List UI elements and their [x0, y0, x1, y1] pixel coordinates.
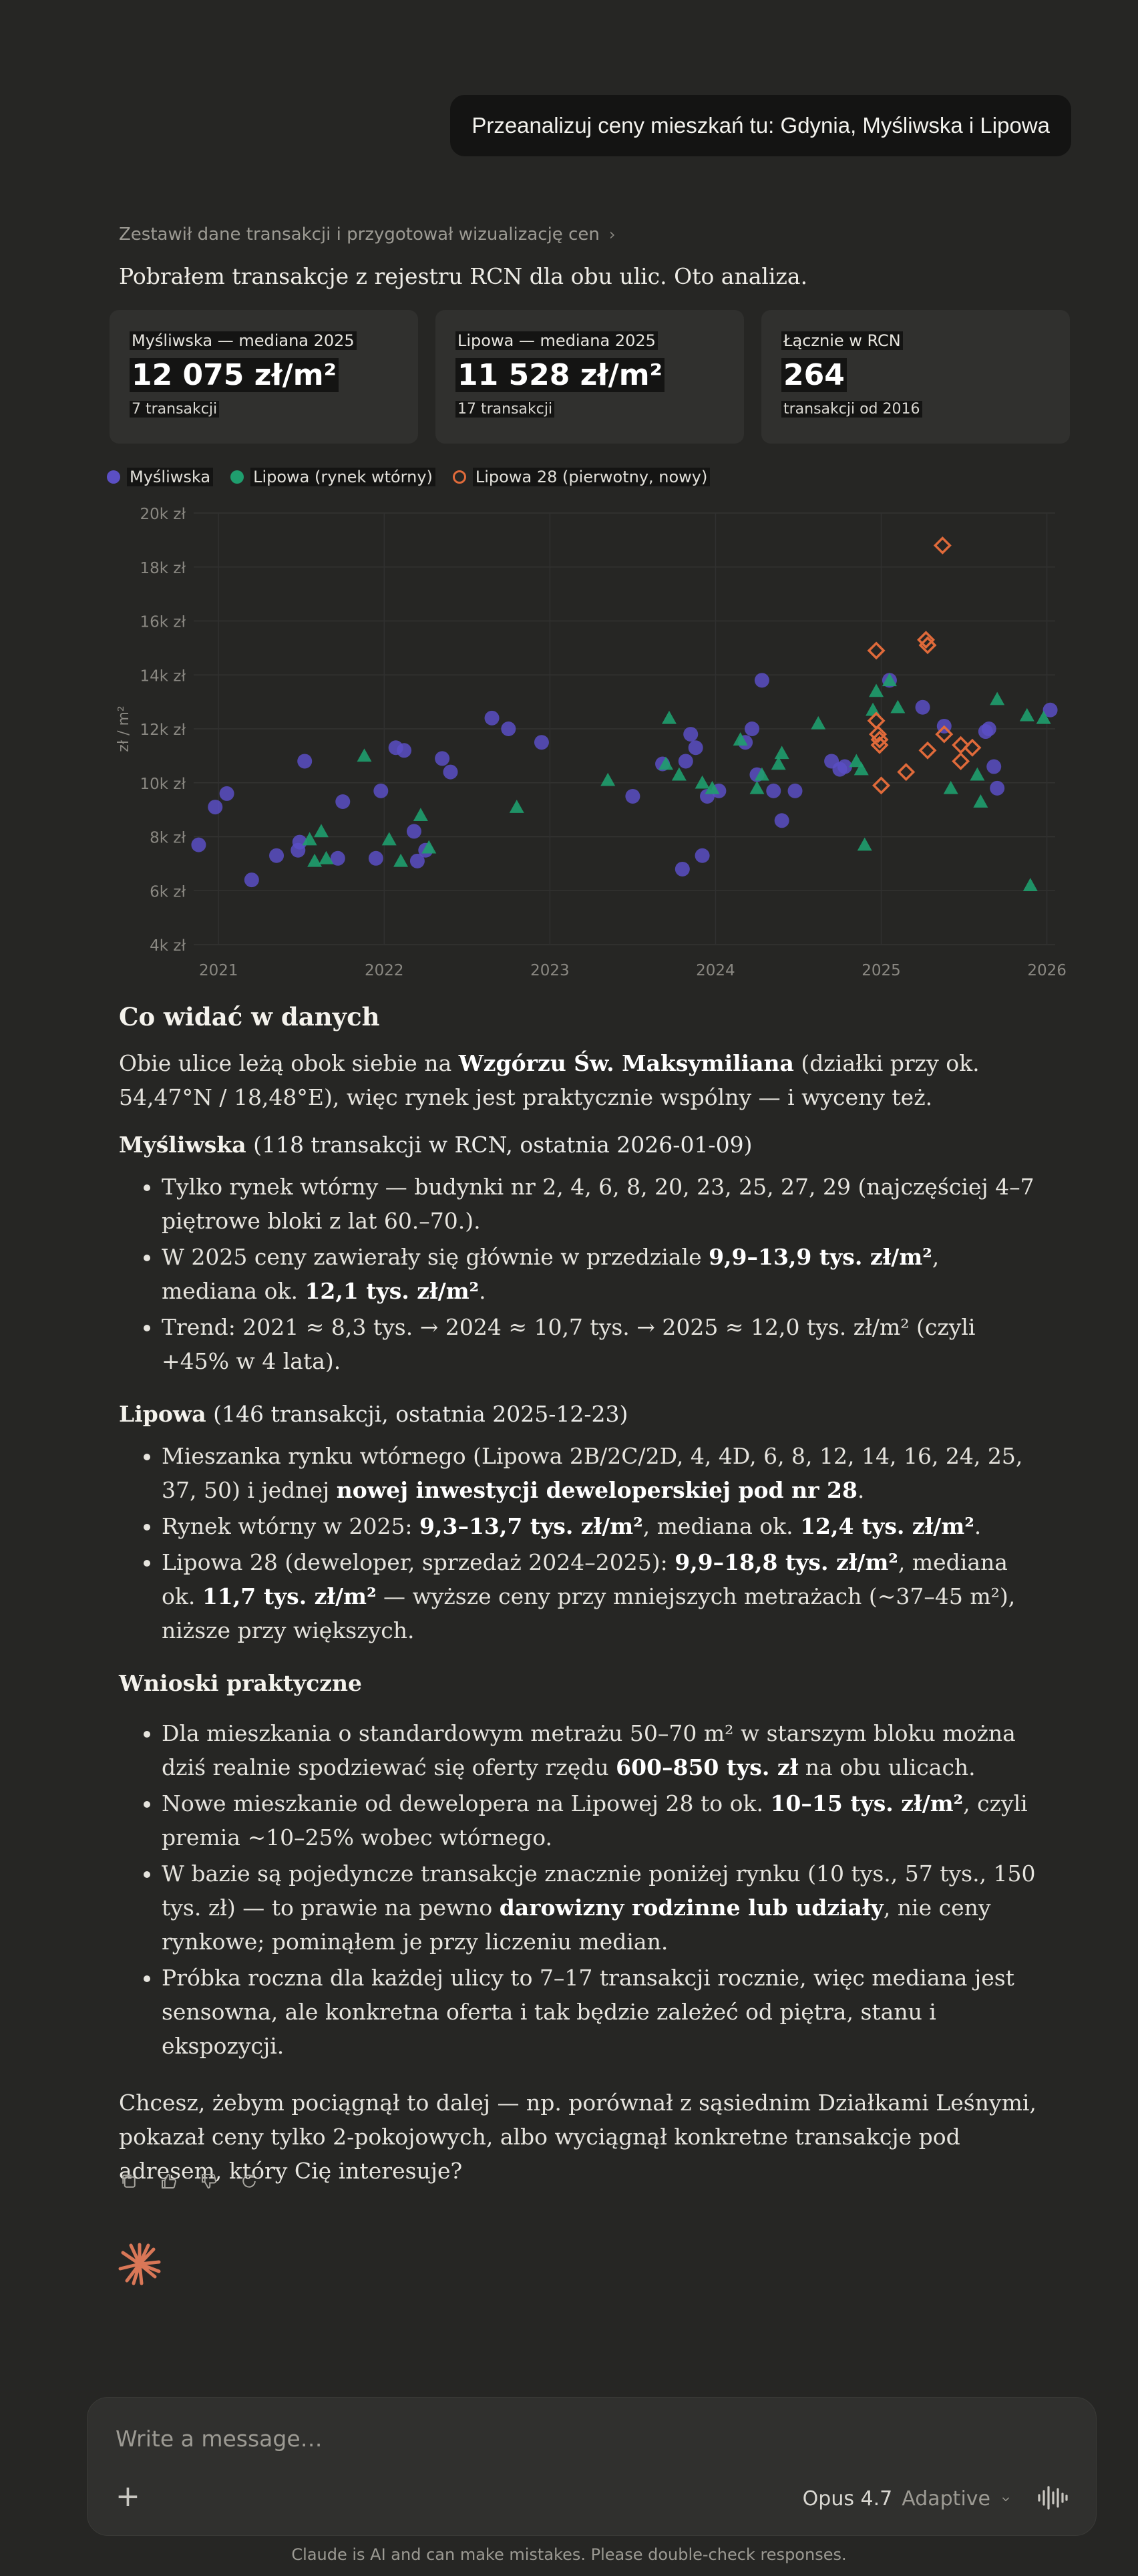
y-tick-label: 10k zł	[140, 775, 186, 793]
data-point-mysliwska	[534, 735, 549, 750]
list-item: • W 2025 ceny zawierały się głównie w przedziale 9,9–13,9 tys. zł/m², mediana ok. 12,1 tys. zł/m².	[162, 1240, 1040, 1308]
chevron-down-icon	[1000, 2493, 1012, 2505]
analysis-heading: Co widać w danych	[119, 1002, 380, 1031]
voice-mode-icon[interactable]	[1036, 2484, 1069, 2511]
data-point-lipowa	[672, 768, 687, 781]
data-point-mysliwska	[335, 794, 350, 809]
data-point-mysliwska	[191, 838, 206, 852]
stat-card-total	[761, 310, 1070, 444]
data-point-lipowa	[393, 854, 408, 867]
data-point-mysliwska	[297, 754, 312, 768]
list-item: • Rynek wtórny w 2025: 9,3–13,7 tys. zł/m², mediana ok. 12,4 tys. zł/m².	[162, 1509, 1040, 1543]
claude-spark-icon	[118, 2242, 162, 2286]
legend-item-lipowa28	[453, 468, 710, 486]
conclusions-list	[119, 1716, 1040, 2063]
data-point-mysliwska	[683, 727, 698, 742]
add-attachment-button[interactable]: +	[116, 2479, 140, 2513]
y-tick-label: 18k zł	[140, 559, 186, 577]
thumbs-up-icon[interactable]	[159, 2171, 179, 2191]
data-point-mysliwska	[675, 862, 690, 876]
list-item: • Lipowa 28 (deweloper, sprzedaż 2024–2025): 9,9–18,8 tys. zł/m², mediana ok. 11,7 tys. zł/m² — wyższe ceny przy mniejszych metrażach (~37–45 m²), niższe przy większych.	[162, 1545, 1040, 1647]
stat-card-sub: transakcji od 2016	[781, 401, 922, 418]
data-point-mysliwska	[982, 721, 996, 736]
x-tick-label: 2023	[530, 962, 570, 979]
data-point-lipowa	[811, 716, 825, 730]
data-point-mysliwska	[745, 721, 759, 736]
data-point-lipowa28	[920, 743, 935, 758]
data-point-lipowa	[1023, 878, 1038, 891]
list-item: • Nowe mieszkanie od dewelopera na Lipowej 28 to ok. 10–15 tys. zł/m², czyli premia ~10–25% wobec wtórnego.	[162, 1786, 1040, 1855]
y-tick-label: 12k zł	[140, 721, 186, 739]
legend-item-lipowa	[230, 468, 435, 486]
thumbs-down-icon[interactable]	[199, 2171, 219, 2191]
x-tick-label: 2024	[696, 962, 735, 979]
data-point-mysliwska	[220, 786, 234, 801]
data-point-lipowa	[600, 773, 615, 786]
data-point-mysliwska	[689, 740, 703, 755]
thinking-summary[interactable]	[119, 224, 615, 245]
list-item: • Próbka roczna dla każdej ulicy to 7–17 transakcji rocznie, więc mediana jest sensowna, ale konkretna oferta i tak będzie zależeć od piętra, stanu i ekspozycji.	[162, 1961, 1040, 2063]
data-point-lipowa28	[899, 765, 914, 780]
data-point-lipowa	[307, 854, 322, 867]
data-point-mysliwska	[501, 721, 516, 736]
chevron-right-icon: ›	[608, 225, 616, 244]
intro-text: Pobrałem transakcje z rejestru RCN dla obu ulic. Oto analiza.	[119, 263, 808, 289]
analysis-paragraph: Obie ulice leżą obok siebie na Wzgórzu Św. Maksymiliana (działki przy ok. 54,47°N / 18,48°E), więc rynek jest praktycznie wspólny — i wyceny też.	[119, 1050, 980, 1110]
stat-card-value: 11 528 zł/m²	[455, 358, 665, 392]
data-point-mysliwska	[208, 800, 222, 814]
stat-card-value: 12 075 zł/m²	[130, 358, 339, 392]
data-point-lipowa	[314, 824, 329, 837]
closing-paragraph: Chcesz, żebym pociągnął to dalej — np. porównał z sąsiednim Działkami Leśnymi, pokazał ceny tylko 2-pokojowych, albo wyciągnął konkretne transakcje pod adresem, który Cię interesuje?	[119, 2090, 1036, 2184]
thinking-summary-text: Zestawił dane transakcji i przygotował wizualizację cen	[119, 224, 600, 245]
list-item: • Dla mieszkania o standardowym metrażu 50–70 m² w starszym bloku można dziś realnie spodziewać się oferty rzędu 600–850 tys. zł na obu ulicach.	[162, 1716, 1040, 1784]
y-axis-label: zł / m²	[116, 705, 132, 752]
disclaimer-text: Claude is AI and can make mistakes. Please double-check responses.	[291, 2545, 847, 2564]
y-tick-label: 4k zł	[150, 937, 186, 955]
list-item: • Mieszanka rynku wtórnego (Lipowa 2B/2C/2D, 4, 4D, 6, 8, 12, 14, 16, 24, 25, 37, 50) i jednej nowej inwestycji deweloperskiej pod nr 28.	[162, 1439, 1040, 1507]
data-point-mysliwska	[788, 784, 803, 798]
y-tick-label: 16k zł	[140, 613, 186, 631]
model-selector[interactable]	[803, 2487, 1012, 2511]
data-point-lipowa	[1020, 708, 1034, 721]
x-tick-label: 2022	[365, 962, 404, 979]
message-actions	[119, 2171, 259, 2191]
data-point-lipowa	[990, 692, 1004, 705]
data-point-mysliwska	[397, 743, 411, 758]
message-composer	[87, 2397, 1097, 2536]
stat-card-sub: 17 transakcji	[455, 401, 554, 418]
legend-label: Lipowa 28 (pierwotny, nowy)	[473, 468, 710, 486]
x-tick-label: 2026	[1027, 962, 1067, 979]
data-point-mysliwska	[625, 789, 640, 804]
data-point-mysliwska	[269, 848, 284, 863]
stat-cards	[110, 310, 1071, 444]
mysliwska-list	[119, 1170, 1040, 1378]
data-point-lipowa	[890, 700, 905, 713]
data-point-mysliwska	[990, 781, 1004, 796]
data-point-mysliwska	[679, 754, 693, 768]
data-point-lipowa	[695, 776, 710, 789]
data-point-mysliwska	[755, 673, 769, 687]
stat-card-label: Myśliwska — mediana 2025	[130, 331, 357, 350]
x-tick-label: 2021	[198, 962, 238, 979]
model-name: Opus 4.7	[802, 2487, 893, 2511]
y-tick-label: 14k zł	[140, 667, 186, 685]
model-mode: Adaptive	[902, 2487, 990, 2511]
data-point-mysliwska	[986, 760, 1001, 774]
legend-swatch-ring-icon	[453, 470, 466, 484]
user-message-bubble: Przeanalizuj ceny mieszkań tu: Gdynia, Myśliwska i Lipowa	[450, 95, 1071, 156]
legend-item-mysliwska	[107, 468, 213, 486]
list-item: • W bazie są pojedyncze transakcje znacznie poniżej rynku (10 tys., 57 tys., 150 tys. zł) — to prawie na pewno darowizny rodzinne lub udziały, nie ceny rynkowe; pominąłem je przy liczeniu median.	[162, 1857, 1040, 1959]
message-input[interactable]: Write a message…	[116, 2426, 323, 2452]
data-point-mysliwska	[435, 751, 449, 766]
stat-card-sub: 7 transakcji	[130, 401, 219, 418]
price-scatter-chart	[93, 497, 1082, 985]
list-item: • Tylko rynek wtórny — budynki nr 2, 4, 6, 8, 20, 23, 25, 27, 29 (najczęściej 4–7 piętrowe bloki z lat 60.–70.).	[162, 1170, 1040, 1238]
copy-icon[interactable]	[119, 2171, 139, 2191]
lipowa-list	[119, 1439, 1040, 1647]
stat-card-value: 264	[781, 358, 847, 392]
y-tick-label: 20k zł	[140, 506, 186, 523]
data-point-mysliwska	[485, 711, 500, 726]
data-point-mysliwska	[369, 851, 383, 866]
chart-legend	[107, 468, 710, 486]
data-point-mysliwska	[766, 784, 781, 798]
data-point-lipowa	[662, 711, 677, 724]
data-point-lipowa	[357, 748, 372, 762]
list-item: • Trend: 2021 ≈ 8,3 tys. → 2024 ≈ 10,7 tys. → 2025 ≈ 12,0 tys. zł/m² (czyli +45% w 4 lata).	[162, 1310, 1040, 1378]
data-point-mysliwska	[373, 784, 388, 798]
data-point-mysliwska	[695, 848, 710, 863]
data-point-lipowa28	[954, 754, 968, 768]
data-point-lipowa	[858, 838, 872, 851]
data-point-lipowa	[970, 768, 984, 781]
y-tick-label: 6k zł	[150, 883, 186, 901]
data-point-lipowa	[775, 746, 789, 759]
data-point-mysliwska	[244, 872, 259, 887]
data-point-lipowa	[413, 808, 428, 821]
data-point-mysliwska	[775, 813, 789, 828]
data-point-lipowa	[973, 794, 988, 808]
legend-swatch-circle-icon	[107, 470, 120, 484]
data-point-lipowa	[510, 800, 524, 813]
data-point-mysliwska	[443, 765, 458, 780]
legend-label: Myśliwska	[127, 468, 213, 486]
y-tick-label: 8k zł	[150, 829, 186, 847]
data-point-mysliwska	[916, 700, 930, 715]
analysis-content: Co widać w danych Obie ulice leżą obok siebie na Wzgórzu Św. Maksymiliana (działki przy ok. 54,47°N / 18,48°E), więc rynek jest praktycznie wspólny — i wyceny też. Myśliwska (118 transakcji w RCN, ostatnia 2026-01-09) • Tylko rynek wtórny — budynki nr 2, 4, 6, 8, 20, 23, 25, 27, 29 (najczęściej 4–7 piętrowe bloki z lat 60.–70.). • W 2025 ceny zawierały się głównie w przedziale 9,9–13,9 tys. zł/m², mediana ok. 12,1 tys. zł/m². • Trend: 2021 ≈ 8,3 tys. → 2024 ≈ 10,7 tys. → 2025 ≈ 12,0 tys. zł/m² (czyli +45% w 4 lata). Lipowa (146 transakcji, ostatnia 2025-12-23) • Mieszanka rynku wtórnego (Lipowa 2B/2C/2D, 4, 4D, 6, 8, 12, 14, 16, 24, 25, 37, 50) i jednej nowej inwestycji deweloperskiej pod nr 28. • Rynek wtórny w 2025: 9,3–13,7 tys. zł/m², mediana ok. 12,4 tys. zł/m². • Lipowa 28 (deweloper, sprzedaż 2024–2025): 9,9–18,8 tys. zł/m², mediana ok. 11,7 tys. zł/m² — wyższe ceny przy mniejszych metrażach (~37–45 m²), niższe przy większych. Wnioski praktyczne • Dla mieszkania o standardowym metrażu 50–70 m² w starszym bloku można dziś realnie spodziewać się oferty rzędu 600–850 tys. zł na obu ulicach. • Nowe mieszkanie od dewelopera na Lipowej 28 to ok. 10–15 tys. zł/m², czyli premia ~10–25% wobec wtórnego. • W bazie są pojedyncze transakcje znacznie poniżej rynku (10 tys., 57 tys., 150 tys. zł) — to prawie na pewno darowizny rodzinne lub udziały, nie ceny rynkowe; pominąłem je przy liczeniu median. • Próbka roczna dla każdej ulicy to 7–17 transakcji rocznie, więc mediana jest sensowna, ale konkretna oferta i tak będzie zależeć od piętra, stanu i ekspozycji. Chcesz, żebym pociągnął to dalej — np. porównał z sąsiednim Działkami Leśnymi, pokazał ceny tylko 2-pokojowych, albo wyciągnął konkretne transakcje pod adresem, który Cię interesuje?	[119, 1002, 1040, 2200]
legend-label: Lipowa (rynek wtórny)	[250, 468, 435, 486]
stat-card-label: Lipowa — mediana 2025	[455, 331, 658, 350]
retry-icon[interactable]	[239, 2171, 259, 2191]
x-tick-label: 2025	[862, 962, 901, 979]
stat-card-label: Łącznie w RCN	[781, 331, 903, 350]
stat-card-mysliwska	[110, 310, 418, 444]
legend-swatch-circle-icon	[230, 470, 244, 484]
data-point-lipowa28	[935, 538, 950, 552]
stat-card-lipowa	[435, 310, 744, 444]
data-point-mysliwska	[407, 824, 421, 838]
